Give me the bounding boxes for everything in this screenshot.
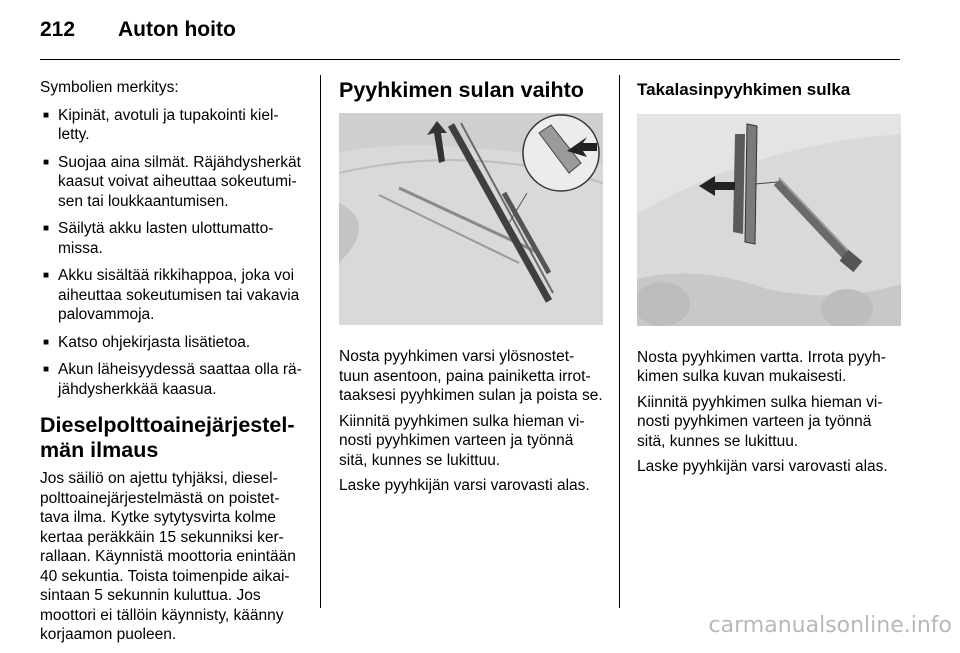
- diesel-paragraph: Jos säiliö on ajettu tyhjäksi, diesel-polttoainejärjestelmästä on poistet-tava ilma. Kytke sytytysvirta kolme kertaa peräkkäin 15 sekunniksi ker-rallaan. Käynnistä moottoria enintään 40 sekuntia. Toista toimenpide aikai-sintaan 5 sekunnin kuluttua. Jos moottori ei tällöin käynnisty, käänny korjaamon puoleen.: [40, 470, 296, 643]
- page-title: Auton hoito: [118, 18, 236, 41]
- symbol-list: [40, 106, 306, 400]
- rear-wiper-step-2: Kiinnitä pyyhkimen sulka hieman vi-nosti pyyhkimen varteen ja työnnä sitä, kunnes se lukittuu.: [637, 393, 883, 450]
- list-item: ■ Akku sisältää rikkihappoa, joka voi aiheuttaa sokeutumisen tai vakavia palovammoja.: [40, 266, 306, 325]
- column-2: [339, 78, 603, 502]
- front-wiper-illustration: [339, 113, 603, 325]
- diesel-heading: Dieselpolttoainejärjestel-män ilmaus: [40, 413, 295, 462]
- rear-wiper-illustration: [637, 114, 901, 326]
- wiper-step-2: Kiinnitä pyyhkimen sulka hieman vi-nosti pyyhkimen varteen ja työnnä sitä, kunnes se lukittuu.: [339, 412, 585, 469]
- column-3: [637, 78, 903, 483]
- rear-wiper-step-3: Laske pyyhkijän varsi varovasti alas.: [637, 458, 888, 475]
- column-divider-2: [619, 75, 620, 608]
- page-header: [40, 18, 236, 42]
- page-number: 212: [40, 18, 76, 41]
- wiper-step-1: Nosta pyyhkimen varsi ylösnostet-tuun asentoon, paina painiketta irrot-taaksesi pyyhkimen sulan ja poista se.: [339, 348, 603, 404]
- wiper-step-3: Laske pyyhkijän varsi varovasti alas.: [339, 477, 590, 494]
- list-item: ■ Katso ohjekirjasta lisätietoa.: [40, 333, 306, 353]
- column-1: [40, 78, 306, 653]
- watermark: carmanualsonline.info: [708, 613, 952, 638]
- header-rule: [40, 59, 900, 60]
- list-item: ■ Akun läheisyydessä saattaa olla rä-jähdysherkkää kaasua.: [40, 360, 306, 399]
- column-divider-1: [320, 75, 321, 608]
- list-item: ■ Suojaa aina silmät. Räjähdysherkät kaasut voivat aiheuttaa sokeutumi-sen tai loukkaantumisen.: [40, 153, 306, 212]
- rear-wiper-step-1: Nosta pyyhkimen vartta. Irrota pyyh-kimen sulka kuvan mukaisesti.: [637, 348, 886, 385]
- list-item: ■ Säilytä akku lasten ulottumatto-missa.: [40, 219, 306, 258]
- list-item: ■ Kipinät, avotuli ja tupakointi kiel-letty.: [40, 106, 306, 145]
- wiper-blade-heading: Pyyhkimen sulan vaihto: [339, 78, 584, 102]
- rear-wiper-heading: Takalasinpyyhkimen sulka: [637, 80, 851, 99]
- symbols-intro: Symbolien merkitys:: [40, 79, 179, 96]
